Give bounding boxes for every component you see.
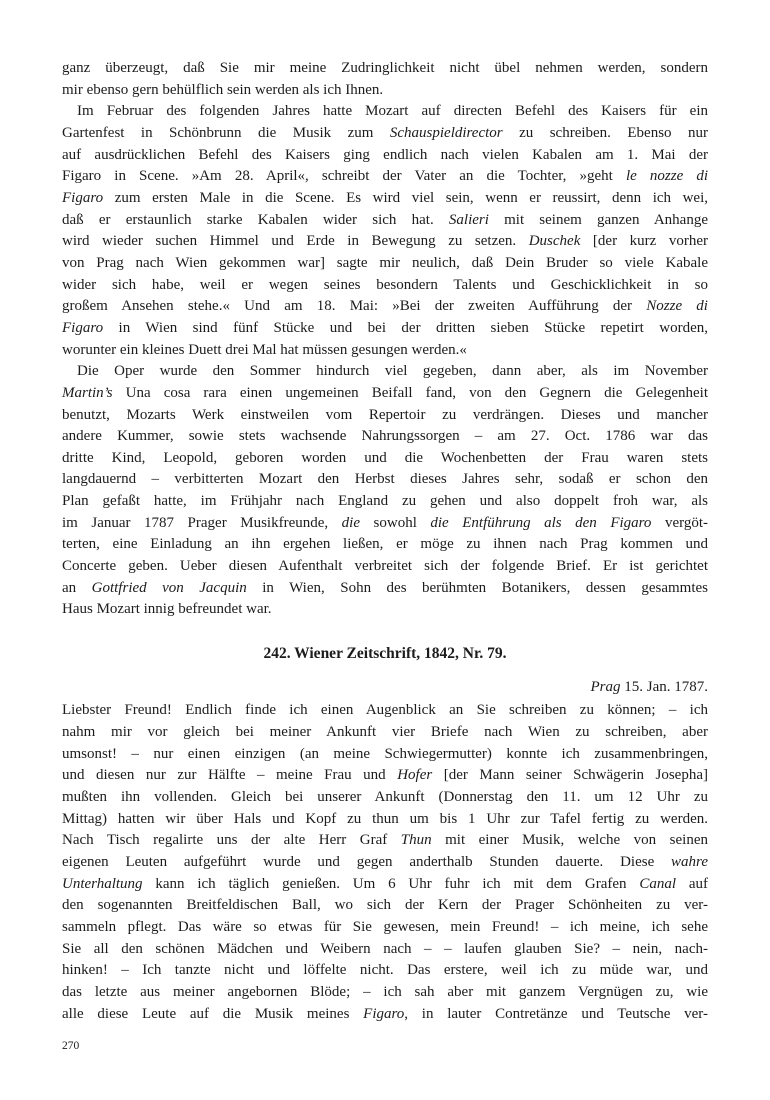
text-run: [der Mann seiner Schwägerin Josepha] (432, 767, 708, 784)
text-run: Gartenfest in Schönbrunn die Musik zum (62, 124, 390, 141)
text-run: eigenen Leuten aufgeführt wurde und gegen anderthalb Stunden dauerte. Diese (62, 853, 672, 870)
text-run: Mittag) hatten wir über Hals und Kopf zu thun um bis 1 Uhr zur Tafel fertig zu werden. (62, 810, 708, 827)
text-run: Schauspieldirector (389, 124, 503, 141)
text-run: Canal (639, 875, 677, 892)
text-line (62, 426, 708, 448)
text-line (62, 361, 708, 383)
text-run: im Januar 1787 Prager Musikfreunde, (62, 514, 342, 531)
text-line (62, 469, 708, 491)
text-line (62, 513, 708, 535)
text-run: mußten ihn vollenden. Gleich bei unserer Ankunft (Donnerstag den 11. um 12 Uhr zu (62, 789, 708, 805)
text-line (62, 80, 708, 102)
text-line (62, 534, 708, 556)
text-run: benutzt, Mozarts Werk einstweilen vom Repertoir zu verdrängen. Dieses und mancher (62, 406, 708, 423)
text-run: Una cosa rara einen ungemeinen Beifall fand, von den Gegnern die Gelegenheit (112, 384, 708, 401)
page-number: 270 (62, 1040, 80, 1052)
text-line (62, 722, 708, 744)
text-line (62, 166, 708, 188)
text-run: umsonst! – nur einen einzigen (an meine Schwiegermutter) konnte ich zusammenbringen, (62, 745, 708, 762)
text-run: mit einer Musik, welche von seinen (431, 832, 708, 849)
text-run: hinken! – Ich tanzte nicht und löffelte nicht. Das erstere, weil ich zu müde war, und (62, 962, 708, 979)
text-line (62, 917, 708, 939)
text-run: Haus Mozart innig befreundet war. (62, 601, 272, 618)
text-run: in Wien sind fünf Stücke und bei der dritten sieben Stücke repetirt worden, (103, 319, 708, 336)
text-line (62, 210, 708, 232)
text-run: von Prag nach Wien gekommen war] sagte mir neulich, daß Dein Bruder so viele Kabale (62, 254, 708, 271)
paragraph-continuation (62, 58, 708, 101)
dateline (62, 677, 708, 699)
text-run: Liebster Freund! Endlich finde ich einen Augenblick an Sie schreiben zu können; – ich (62, 702, 708, 719)
text-run: Die Oper wurde den Sommer hindurch viel gegeben, dann aber, als im November (77, 363, 708, 380)
text-run: und diesen nur zur Hälfte – meine Frau und (62, 767, 398, 784)
text-run: daß er erstaunlich starke Kabalen wider sich hat. (62, 211, 449, 228)
section-heading: 242. Wiener Zeitschrift, 1842, Nr. 79. (263, 645, 507, 663)
text-run: zum ersten Male in die Scene. Es wird viel sein, wenn er reussirt, denn ich wei, (103, 189, 708, 206)
text-line (62, 383, 708, 405)
text-line (62, 852, 708, 874)
text-run: sowohl (360, 514, 431, 531)
text-run: Im Februar des folgenden Jahres hatte Mozart auf directen Befehl des Kaisers für ein (77, 103, 708, 120)
text-line (62, 318, 708, 340)
text-line (62, 1004, 708, 1026)
text-line (62, 809, 708, 831)
text-run: , in lauter Contretänze und Teutsche ver- (404, 1005, 708, 1022)
text-run: wird wieder suchen Himmel und Erde in Bewegung zu setzen. (62, 233, 529, 250)
text-run: das letzte aus meiner angebornen Blöde; – ich sah aber mit ganzem Vergnügen zu, wie (62, 983, 708, 1000)
paragraph-figaro-premiere (62, 101, 708, 361)
text-run: ganz überzeugt, daß Sie mir meine Zudringlichkeit nicht übel nehmen werden, sondern (62, 60, 708, 76)
paragraph-prague-invitation (62, 361, 708, 621)
text-line (62, 830, 708, 852)
text-run: Duschek (528, 233, 581, 250)
text-run: großem Ansehen stehe.« Und am 18. Mai: »Bei der zweiten Aufführung der (62, 298, 647, 315)
text-run: sammeln pflegt. Das wäre so etwas für Sie gewesen, mein Freund! – ich meine, ich sehe (62, 918, 708, 935)
text-run: wider sich habe, weil er wegen seines besondern Talents und Geschicklichkeit in so (62, 276, 708, 293)
text-line (62, 405, 708, 427)
text-run: Sie all den schönen Mädchen und Weibern nach – – laufen glauben Sie? – nein, nach- (62, 940, 708, 957)
text-run: Concerte geben. Ueber diesen Aufenthalt verbreitet sich der folgende Brief. Er ist gerichtet (62, 558, 708, 575)
text-run: Figaro in Scene. »Am 28. April«, schreibt der Vater an die Tochter, »geht (62, 168, 626, 185)
text-line (62, 448, 708, 470)
text-run: dritte Kind, Leopold, geboren worden und die Wochenbetten der Frau waren stets (62, 449, 708, 466)
text-run: Salieri (448, 211, 489, 228)
text-line (62, 556, 708, 578)
text-line (62, 275, 708, 297)
text-line (62, 491, 708, 513)
text-line (62, 599, 708, 621)
text-run: den sogenannten Breitfeldischen Ball, wo sich der Kern der Prager Schönheiten zu ver- (62, 897, 708, 914)
text-run: Figaro (363, 1005, 405, 1022)
text-run: die Entführung als den Figaro (430, 514, 652, 531)
text-run: andere Kummer, sowie stets wachsende Nahrungssorgen – am 27. Oct. 1786 war das (62, 428, 708, 445)
text-line (62, 145, 708, 167)
text-line (62, 123, 708, 145)
text-line (62, 101, 708, 123)
text-line (62, 787, 708, 809)
text-line (62, 874, 708, 896)
text-line (62, 700, 708, 722)
text-run: an (62, 579, 92, 596)
text-run: Martin’s (62, 384, 113, 401)
text-run: Nach Tisch regalirte uns der alte Herr Graf (62, 832, 401, 849)
text-run: vergöt- (651, 514, 709, 531)
text-line (62, 982, 708, 1004)
text-run: Hofer (397, 767, 433, 784)
text-line (62, 58, 708, 80)
text-run: mit seinem ganzen Anhange (488, 211, 708, 228)
text-run: Gottfried von Jacquin (91, 579, 247, 596)
text-line (62, 960, 708, 982)
text-run: Prag (590, 678, 621, 695)
text-run: langdauernd – verbitterten Mozart den Herbst dieses Jahres sehr, sodaß er schon den (62, 471, 708, 488)
text-line (62, 188, 708, 210)
text-line (62, 765, 708, 787)
text-run: nahm mir vor gleich bei meiner Ankunft vier Briefe nach Wien zu schreiben, aber (62, 724, 708, 741)
text-run: die (341, 514, 360, 531)
text-run: worunter ein kleines Duett drei Mal hat müssen gesungen werden.« (62, 341, 467, 358)
text-run: Nozze di (646, 298, 708, 315)
text-line (62, 340, 708, 362)
text-line (62, 895, 708, 917)
text-line (62, 296, 708, 318)
text-run: auf ausdrücklichen Befehl des Kaisers ging endlich nach vielen Kabalen am 1. Mai der (62, 146, 708, 163)
text-run: Plan gefaßt hatte, im Frühjahr nach England zu gehen und also doppelt froh war, als (62, 493, 708, 510)
text-run: in Wien, Sohn des berühmten Botanikers, dessen gesammtes (246, 579, 708, 596)
paragraph-letter-body (62, 700, 708, 1025)
text-run: zu schreiben. Ebenso nur (502, 124, 708, 141)
text-line (62, 231, 708, 253)
text-run: le nozze di (625, 168, 708, 185)
text-run: wahre (671, 853, 708, 870)
text-run: alle diese Leute auf die Musik meines (62, 1005, 364, 1022)
text-run: Thun (400, 832, 432, 849)
text-run: 15. Jan. 1787. (620, 678, 708, 695)
text-line (62, 939, 708, 961)
text-run: kann ich täglich genießen. Um 6 Uhr fuhr ich mit dem Grafen (142, 875, 640, 892)
text-run: auf (676, 875, 708, 892)
text-block (62, 58, 708, 1025)
text-run: mir ebenso gern behülflich sein werden als ich Ihnen. (62, 81, 384, 98)
text-line (62, 253, 708, 275)
text-run: Figaro (62, 189, 104, 206)
text-run: terten, eine Einladung an ihn ergehen ließen, er möge zu ihnen nach Prag kommen und (62, 536, 708, 553)
text-run: Figaro (62, 319, 104, 336)
text-run: [der kurz vorher (580, 233, 708, 250)
text-run: Unterhaltung (62, 875, 143, 892)
text-line (62, 578, 708, 600)
text-line (62, 744, 708, 766)
